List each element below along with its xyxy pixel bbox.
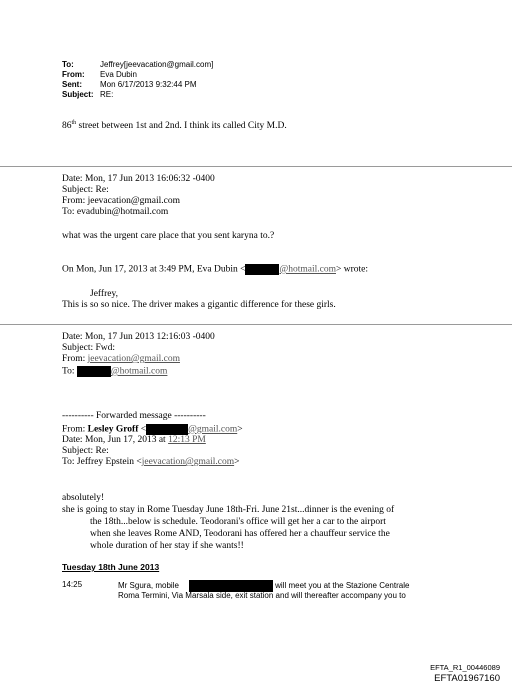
quote-body: This is so so nice. The driver makes a gigantic difference for these girls. xyxy=(62,300,336,310)
body-line-1: absolutely! xyxy=(62,493,105,503)
body-line-5: whole duration of her stay if she wants!! xyxy=(90,541,244,551)
schedule-line-2: Roma Termini, Via Marsala side, exit station and will thereafter accompany you to xyxy=(118,591,406,600)
fwd-to-email-link[interactable]: jeevacation@gmail.com xyxy=(141,457,235,467)
street-number: 86 xyxy=(62,121,72,132)
header-from-label: From: xyxy=(62,70,85,79)
msg3-subject: Subject: Fwd: xyxy=(62,343,116,353)
msg3-date: Date: Mon, 17 Jun 2013 12:16:03 -0400 xyxy=(62,332,215,342)
header-sent-value: Mon 6/17/2013 9:32:44 PM xyxy=(100,80,197,89)
reply-body xyxy=(62,120,287,131)
header-subject-value: RE: xyxy=(100,90,114,99)
msg2-from: From: jeevacation@gmail.com xyxy=(62,196,180,206)
msg3-to xyxy=(62,366,167,377)
message-divider xyxy=(0,324,512,325)
message-divider xyxy=(0,166,512,167)
schedule-line-1a: Mr Sgura, mobile xyxy=(118,581,179,591)
fwd-date-time: 12:13 PM xyxy=(168,435,206,445)
quote-attribution xyxy=(62,264,368,275)
schedule-heading: Tuesday 18th June 2013 xyxy=(62,562,160,572)
msg2-date: Date: Mon, 17 Jun 2013 16:06:32 -0400 xyxy=(62,174,215,184)
msg3-to-label: To: xyxy=(62,366,77,377)
fwd-from xyxy=(62,424,243,435)
fwd-to xyxy=(62,457,239,467)
fwd-from-name: Lesley Groff xyxy=(87,424,139,435)
fwd-from-label: From: xyxy=(62,424,88,435)
street-text: street between 1st and 2nd. I think its called City M.D. xyxy=(76,121,287,132)
header-sent-row xyxy=(62,80,197,90)
header-subject-label: Subject: xyxy=(62,90,94,99)
header-to-label: To: xyxy=(62,60,74,69)
body-line-3: the 18th...below is schedule. Teodorani's office will get her a car to the airport xyxy=(90,517,386,527)
header-from-value: Eva Dubin xyxy=(100,70,137,79)
schedule-line-1b: will meet you at the Stazione Centrale xyxy=(272,581,410,591)
forwarded-divider: ---------- Forwarded message ---------- xyxy=(62,411,206,421)
fwd-from-close: > xyxy=(237,424,243,435)
msg3-to-link[interactable]: @hotmail.com xyxy=(110,366,168,377)
header-to-value: Jeffrey[jeevacation@gmail.com] xyxy=(100,60,214,69)
msg2-subject: Subject: Re: xyxy=(62,185,109,195)
msg3-from-label: From: xyxy=(62,354,88,364)
redaction-box xyxy=(146,424,188,435)
quote-suffix: > wrote: xyxy=(336,264,369,275)
msg2-to: To: evadubin@hotmail.com xyxy=(62,207,169,217)
header-sent-label: Sent: xyxy=(62,80,82,89)
msg3-from-link[interactable]: jeevacation@gmail.com xyxy=(87,354,180,364)
header-subject-row xyxy=(62,90,113,100)
quote-prefix: On Mon, Jun 17, 2013 at 3:49 PM, Eva Dubin < xyxy=(62,264,246,275)
bates-number-large: EFTA01967160 xyxy=(434,673,500,684)
fwd-to-prefix: To: Jeffrey Epstein < xyxy=(62,457,142,467)
bates-number-small: EFTA_R1_00446089 xyxy=(430,663,500,672)
fwd-from-open: < xyxy=(138,424,147,435)
fwd-to-suffix: > xyxy=(234,457,240,467)
fwd-date-prefix: Date: Mon, Jun 17, 2013 at xyxy=(62,435,169,445)
header-to-row xyxy=(62,60,213,70)
body-line-4: when she leaves Rome AND, Teodorani has offered her a chauffeur service the xyxy=(90,529,390,539)
msg3-from xyxy=(62,354,180,364)
fwd-subject: Subject: Re: xyxy=(62,446,109,456)
fwd-from-email-link[interactable]: @gmail.com xyxy=(188,424,238,435)
redaction-box xyxy=(77,366,111,377)
quote-greeting: Jeffrey, xyxy=(90,289,118,299)
body-line-2: she is going to stay in Rome Tuesday June 18th-Fri. June 21st...dinner is the evening of xyxy=(62,505,395,515)
schedule-time: 14:25 xyxy=(62,580,83,589)
quote-email-link[interactable]: @hotmail.com xyxy=(279,264,336,275)
fwd-date xyxy=(62,435,206,445)
street-ordinal: th xyxy=(71,120,77,126)
msg2-body: what was the urgent care place that you sent karyna to.? xyxy=(62,231,275,241)
redaction-box xyxy=(245,264,279,275)
header-from-row xyxy=(62,70,137,80)
